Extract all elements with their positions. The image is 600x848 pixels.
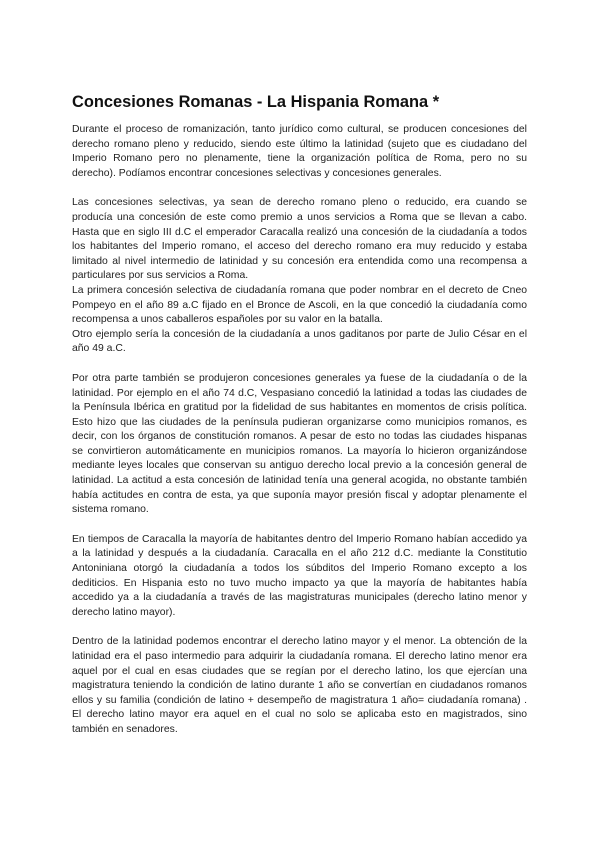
section-caracalla [72,533,527,621]
document-page [72,92,527,753]
paragraph: Durante el proceso de romanización, tanto jurídico como cultural, se producen concesiones del derecho romano pleno y reducido, siendo este último la latinidad (sujeto que es ciudadano del Imperio Romano pero no plenamente, tiene la organización política de Roma, pero no su derecho). Podíamos encontrar concesiones selectivas y concesiones generales. [72,124,527,179]
paragraph: Otro ejemplo sería la concesión de la ciudadanía a unos gaditanos por parte de Julio César en el año 49 a.C. [72,328,527,355]
document-title: Concesiones Romanas - La Hispania Romana * [72,93,440,111]
paragraph: Dentro de la latinidad podemos encontrar el derecho latino mayor y el menor. La obtención de la latinidad era el paso intermedio para adquirir la ciudadanía romana. El derecho latino menor era aquel por el cual en esas ciudades que se regían por el derecho latino, los que ejercían una magistratura teniendo la condición de latino durante 1 año se convertían en ciudadanos romanos ellos y su familia (condición de latino + desempeño de magistratura 1 año= ciudadanía romana) . El derecho latino mayor era aquel en el cual no solo se aplicaba esto en magistrados, sino también en senadores. [72,636,527,735]
section-intro [72,123,527,181]
paragraph: La primera concesión selectiva de ciudadanía romana que poder nombrar en el decreto de Cneo Pompeyo en el año 89 a.C fijado en el Bronce de Ascoli, en la que concedió la ciudadanía como recompensa a unos caballeros españoles por su valor en la batalla. [72,284,527,326]
paragraph: En tiempos de Caracalla la mayoría de habitantes dentro del Imperio Romano habían accedido ya a la latinidad y después a la ciudadanía. Caracalla en el año 212 d.C. mediante la Constitutio Antoniniana otorgó la ciudadanía a todos los súbditos del Imperio Romano excepto a los dediticios. En Hispania esto no tuvo mucho impacto ya que la mayoría de habitantes había accedido ya a la ciudadanía a través de las magistraturas municipales (derecho latino menor y derecho latino mayor). [72,533,527,618]
paragraph: Las concesiones selectivas, ya sean de derecho romano pleno o reducido, era cuando se producía una concesión de este como premio a unos servicios a Roma que se llevan a cabo. Hasta que en siglo III d.C el emperador Caracalla realizó una concesión de la ciudadanía a todos los habitantes del Imperio romano, el acceso del derecho romano era muy reducido y estaba limitado al nivel intermedio de latinidad y su concesión era entendida como una recompensa a particulares por sus servicios a Roma. [72,197,527,282]
paragraph: Por otra parte también se produjeron concesiones generales ya fuese de la ciudadanía o de la latinidad. Por ejemplo en el año 74 d.C, Vespasiano concedió la latinidad a todas las ciudades de la Península Ibérica en gratitud por la fidelidad de sus habitantes en momentos de crisis política. Esto hizo que las ciudades de la península pudieran organizarse como municipios romanos, es decir, con los órganos de constitución romanos. A pesar de esto no todas las ciudades hispanas se convirtieron automáticamente en municipios romanos. La mayoría lo hicieron organizándose mediante leyes locales que conservan su antiguo derecho local previo a la concesión general de latinidad. La actitud a esta concesión de latinidad tenía una general acogida, no obstante también había actitudes en contra de esta, ya que suponía mayor presión fiscal y adoptar plenamente el sistema romano. [72,372,527,516]
section-concesiones-generales [72,372,527,518]
section-derecho-latino [72,635,527,737]
section-concesiones-selectivas [72,196,527,357]
